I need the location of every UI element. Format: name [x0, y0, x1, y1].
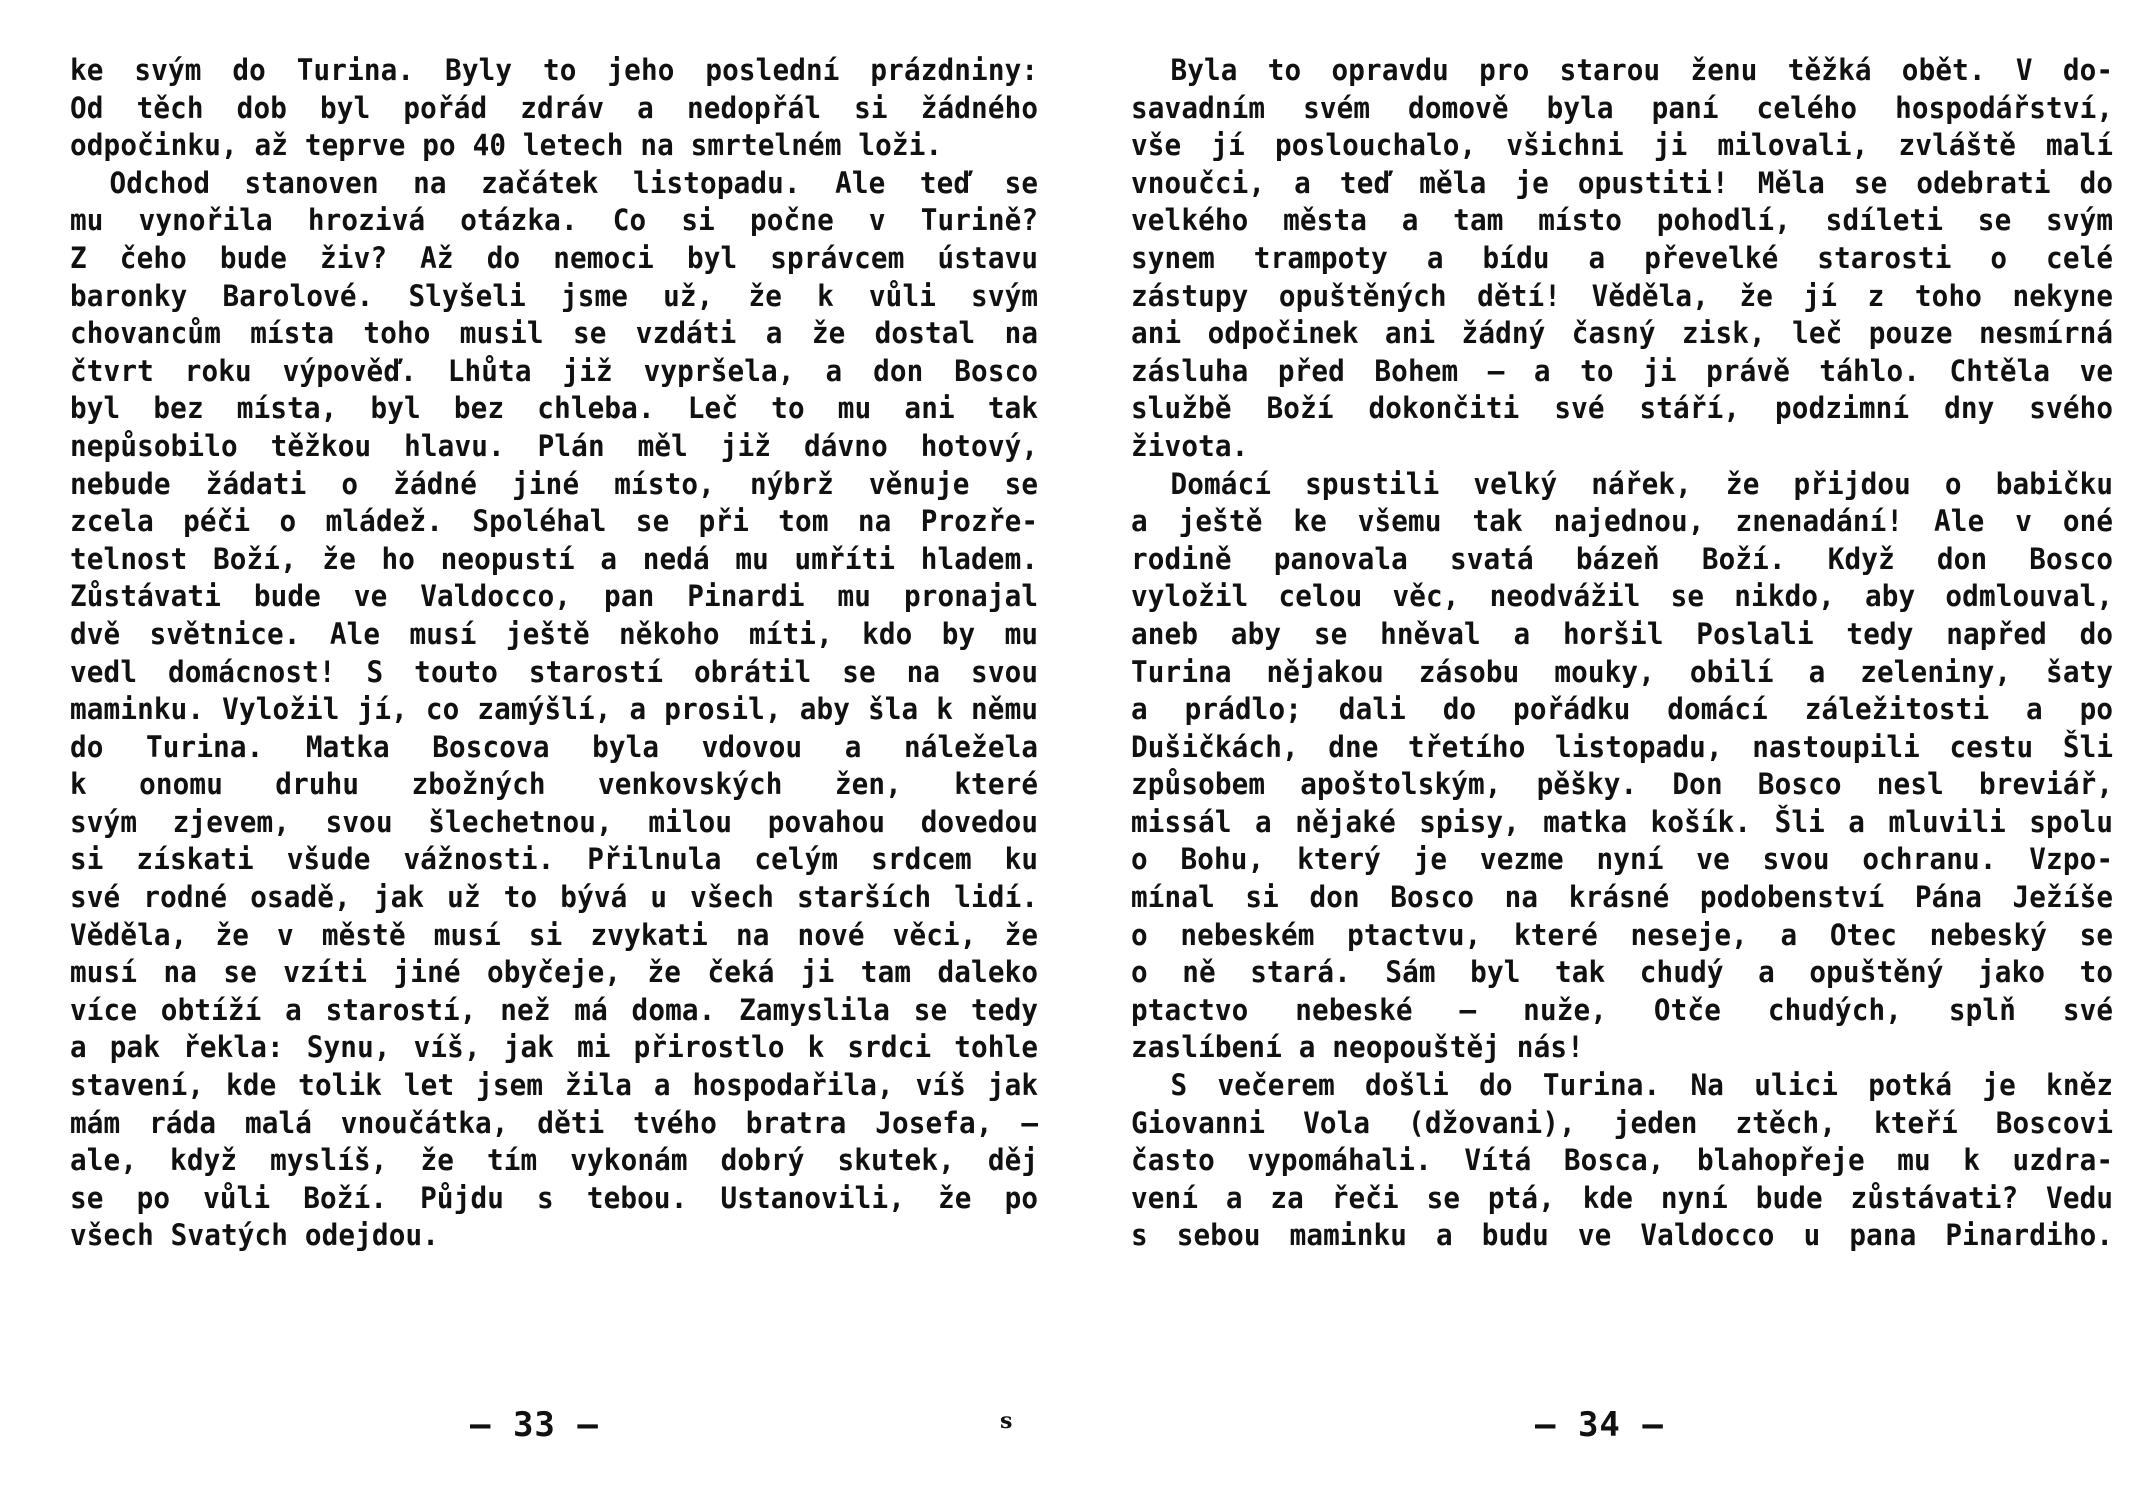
text-line: missál a nějaké spisy, matka košík. Šli a mluvili spolu	[1131, 804, 2114, 839]
page-number-right: — 34 —	[1535, 1405, 1664, 1445]
text-line: svým zjevem, svou šlechetnou, milou povahou dovedou	[70, 804, 1039, 839]
text-line: vyložil celou věc, neodvážil se nikdo, aby odmlouval,	[1131, 579, 2114, 614]
text-line: všech Svatých odejdou.	[70, 1218, 440, 1253]
text-line: své rodné osadě, jak už to bývá u všech starších lidí.	[70, 880, 1039, 915]
text-line: byl bez místa, byl bez chleba. Leč to mu ani tak	[70, 391, 1039, 426]
text-line: a ještě ke všemu tak najednou, znenadání! Ale v oné	[1131, 504, 2114, 539]
text-line: zásluha před Bohem — a to ji právě táhlo. Chtěla ve	[1131, 353, 2114, 388]
text-line: a prádlo; dali do pořádku domácí záležitosti a po	[1131, 692, 2114, 727]
text-line: telnost Boží, že ho neopustí a nedá mu umříti hladem.	[70, 541, 1039, 576]
text-line: Domácí spustili velký nářek, že přijdou o babičku	[1170, 466, 2114, 501]
text-line: o nebeském ptactvu, které neseje, a Otec nebeský se	[1131, 917, 2114, 952]
text-line: S večerem došli do Turina. Na ulici potká je kněz	[1170, 1068, 2114, 1103]
text-line: ke svým do Turina. Byly to jeho poslední prázdniny:	[70, 53, 1039, 87]
page-number-left: — 33 —	[470, 1405, 599, 1445]
text-line: života.	[1131, 428, 1249, 463]
text-line: nebude žádati o žádné jiné místo, nýbrž věnuje se	[70, 466, 1039, 501]
text-line: ptactvo nebeské — nuže, Otče chudých, splň své	[1131, 992, 2114, 1027]
text-line: Zůstávati bude ve Valdocco, pan Pinardi mu pronajal	[70, 579, 1039, 614]
text-line: aneb aby se hněval a horšil Poslali tedy napřed do	[1131, 616, 2114, 651]
text-line: vše jí poslouchalo, všichni ji milovali, zvláště malí	[1131, 128, 2114, 163]
text-line: k onomu druhu zbožných venkovských žen, které	[70, 767, 1039, 802]
text-line: více obtíží a starostí, než má doma. Zamyslila se tedy	[70, 992, 1039, 1027]
text-line: stavení, kde tolik let jsem žila a hospodařila, víš jak	[70, 1068, 1039, 1103]
text-line: chovancům místa toho musil se vzdáti a že dostal na	[70, 316, 1039, 351]
text-line: musí na se vzíti jiné obyčeje, že čeká ji tam daleko	[70, 955, 1039, 990]
text-line: vení a za řeči se ptá, kde nyní bude zůstávati? Vedu	[1131, 1180, 2114, 1215]
text-line: Od těch dob byl pořád zdráv a nedopřál si žádného	[70, 90, 1039, 125]
text-line: Dušičkách, dne třetího listopadu, nastoupili cestu Šli	[1131, 729, 2114, 764]
text-line: způsobem apoštolským, pěšky. Don Bosco nesl breviář,	[1131, 767, 2114, 802]
text-line: Byla to opravdu pro starou ženu těžká obět. V do-	[1170, 53, 2114, 87]
text-line: službě Boží dokončiti své stáří, podzimní dny svého	[1131, 391, 2114, 426]
right-page	[1069, 0, 2138, 1500]
text-line: Giovanni Vola (džovani), jeden ztěch, kteří Boscovi	[1131, 1105, 2114, 1140]
text-line: dvě světnice. Ale musí ještě někoho míti, kdo by mu	[70, 616, 1039, 651]
text-line: s sebou maminku a budu ve Valdocco u pana Pinardiho.	[1131, 1218, 2114, 1253]
text-line: baronky Barolové. Slyšeli jsme už, že k vůli svým	[70, 278, 1039, 313]
text-line: o Bohu, který je vezme nyní ve svou ochranu. Vzpo-	[1131, 842, 2114, 877]
text-line: ale, když myslíš, že tím vykonám dobrý skutek, děj	[70, 1143, 1039, 1178]
text-line: mám ráda malá vnoučátka, děti tvého bratra Josefa, —	[70, 1105, 1039, 1140]
text-line: Z čeho bude živ? Až do nemoci byl správcem ústavu	[70, 240, 1039, 275]
text-line: mínal si don Bosco na krásné podobenství Pána Ježíše	[1131, 880, 2114, 915]
text-line: ani odpočinek ani žádný časný zisk, leč pouze nesmírná	[1131, 316, 2114, 351]
text-line: Turina nějakou zásobu mouky, obilí a zeleniny, šaty	[1131, 654, 2114, 689]
text-line: odpočinku, až teprve po 40 letech na smrtelném loži.	[70, 128, 943, 163]
text-line: vnoučci, a teď měla je opustiti! Měla se odebrati do	[1131, 165, 2114, 200]
text-line: vedl domácnost! S touto starostí obrátil se na svou	[70, 654, 1039, 689]
text-line: maminku. Vyložil jí, co zamýšlí, a prosil, aby šla k němu	[70, 692, 1039, 727]
text-line: zaslíbení a neopouštěj nás!	[1131, 1030, 1584, 1065]
printer-signature-mark: s	[1000, 1408, 1013, 1434]
right-page-text	[1131, 52, 2113, 1255]
text-line: velkého města a tam místo pohodlí, sdíleti se svým	[1131, 203, 2114, 238]
text-line: zcela péči o mládež. Spoléhal se při tom na Prozře-	[70, 504, 1039, 539]
text-line: synem trampoty a bídu a převelké starosti o celé	[1131, 240, 2114, 275]
text-line: nepůsobilo těžkou hlavu. Plán měl již dávno hotový,	[70, 428, 1039, 463]
text-line: zástupy opuštěných dětí! Věděla, že jí z toho nekyne	[1131, 278, 2114, 313]
text-line: a pak řekla: Synu, víš, jak mi přirostlo k srdci tohle	[70, 1030, 1039, 1065]
text-line: savadním svém domově byla paní celého hospodářství,	[1131, 90, 2114, 125]
text-line: se po vůli Boží. Půjdu s tebou. Ustanovili, že po	[70, 1180, 1039, 1215]
text-line: do Turina. Matka Boscova byla vdovou a náležela	[70, 729, 1039, 764]
text-line: rodině panovala svatá bázeň Boží. Když don Bosco	[1131, 541, 2114, 576]
text-line: Odchod stanoven na začátek listopadu. Ale teď se	[109, 165, 1039, 200]
text-line: si získati všude vážnosti. Přilnula celým srdcem ku	[70, 842, 1039, 877]
text-line: často vypomáhali. Vítá Bosca, blahopřeje mu k uzdra-	[1131, 1143, 2114, 1178]
text-line: o ně stará. Sám byl tak chudý a opuštěný jako to	[1131, 955, 2114, 990]
text-line: čtvrt roku výpověď. Lhůta již vypršela, a don Bosco	[70, 353, 1039, 388]
left-page-text	[70, 52, 1038, 1255]
text-line: mu vynořila hrozivá otázka. Co si počne v Turině?	[70, 203, 1039, 238]
text-line: Věděla, že v městě musí si zvykati na nové věci, že	[70, 917, 1039, 952]
